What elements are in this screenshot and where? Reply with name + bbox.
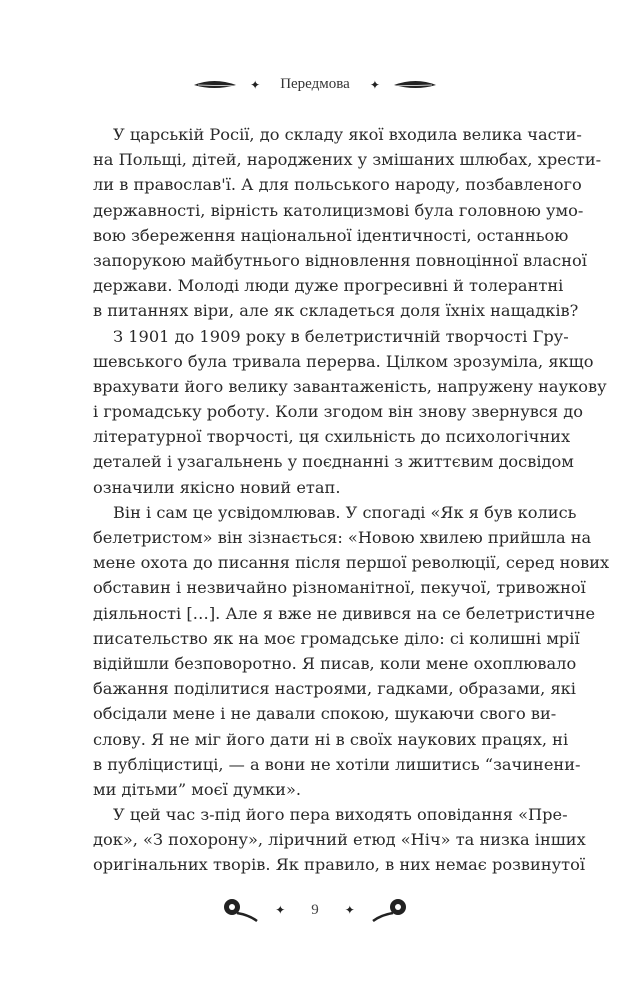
flower-ornament-left-icon [221,897,265,923]
text-line: писательство як на моє громадське діло: сі колишні мрії [93,628,580,648]
text-line: і громадську роботу. Коли згодом він знову звернувся до [93,402,583,422]
page-number: 9 [311,901,319,918]
text-line: обставин і незвичайно різноманітної, пекучої, тривожної [93,578,586,598]
body-text [93,122,610,878]
text-line: ми дітьми” моєї думки». [93,779,302,799]
text-line: відійшли безповоротно. Я писав, коли мене охоплювало [93,653,577,673]
flower-ornament-right-icon [365,897,409,923]
text-line: слову. Я не міг його дати ні в своїх наукових працях, ні [93,729,569,749]
text-line: на Польщі, дітей, народжених у змішаних шлюбах, хрести- [93,150,602,170]
text-line: У цей час з-під його пера виходять оповідання «Пре- [113,805,568,825]
diamond-star-icon: ✦ [344,903,355,917]
page-footer [0,897,630,923]
running-header [0,76,630,93]
text-line: белетристом» він зізнається: «Новою хвилею прийшла на [93,528,592,547]
chapter-title: Передмова [280,76,350,92]
text-line: док», «З похорону», ліричний етюд «Ніч» та низка інших [93,830,586,850]
text-line: діяльності […]. Але я вже не дивився на се белетристичне [93,603,596,623]
text-line: обсідали мене і не давали спокою, шукаючи свого ви- [93,704,557,724]
diamond-star-icon: ✦ [250,77,261,92]
text-line: вою збереження національної ідентичності, останньою [93,225,569,245]
text-line: Він і сам це усвідомлював. У спогаді «Як я був колись [113,502,577,522]
diamond-star-icon: ✦ [275,903,286,917]
text-line: шевського була тривала перерва. Цілком зрозуміла, якщо [93,351,594,371]
text-line: ли в православ'ї. А для польського народу, позбавленого [93,175,582,195]
text-line: мене охота до писання після першої революції, серед нових [93,553,610,573]
text-line: держави. Молоді люди дуже прогресивні й толерантні [93,276,564,296]
diamond-star-icon: ✦ [369,77,380,92]
text-line: означили якісно новий етап. [93,477,341,497]
text-line: літературної творчості, ця схильність до психологічних [93,427,571,447]
text-line: оригінальних творів. Як правило, в них немає розвинутої [93,855,586,875]
text-line: деталей і узагальнень у поєднанні з життєвим досвідом [93,452,574,472]
text-line: З 1901 до 1909 року в белетристичній творчості Гру- [113,326,569,346]
text-line: в публіцистиці, — а вони не хотіли лишитись “зачинени- [93,754,581,774]
text-line: У царській Росії, до складу якої входила велика части- [113,125,582,144]
text-line: запорукою майбутнього відновлення повноцінної власної [93,250,587,270]
text-line: державності, вірність католицизмові була головною умо- [93,200,584,220]
text-line: врахувати його велику завантаженість, напружену наукову [93,376,607,396]
text-line: бажання поділитися настроями, гадками, образами, які [93,679,576,699]
leaf-ornament-left-icon [194,79,240,91]
text-line: в питаннях віри, але як складеться доля їхніх нащадків? [93,301,579,321]
leaf-ornament-right-icon [390,79,436,91]
